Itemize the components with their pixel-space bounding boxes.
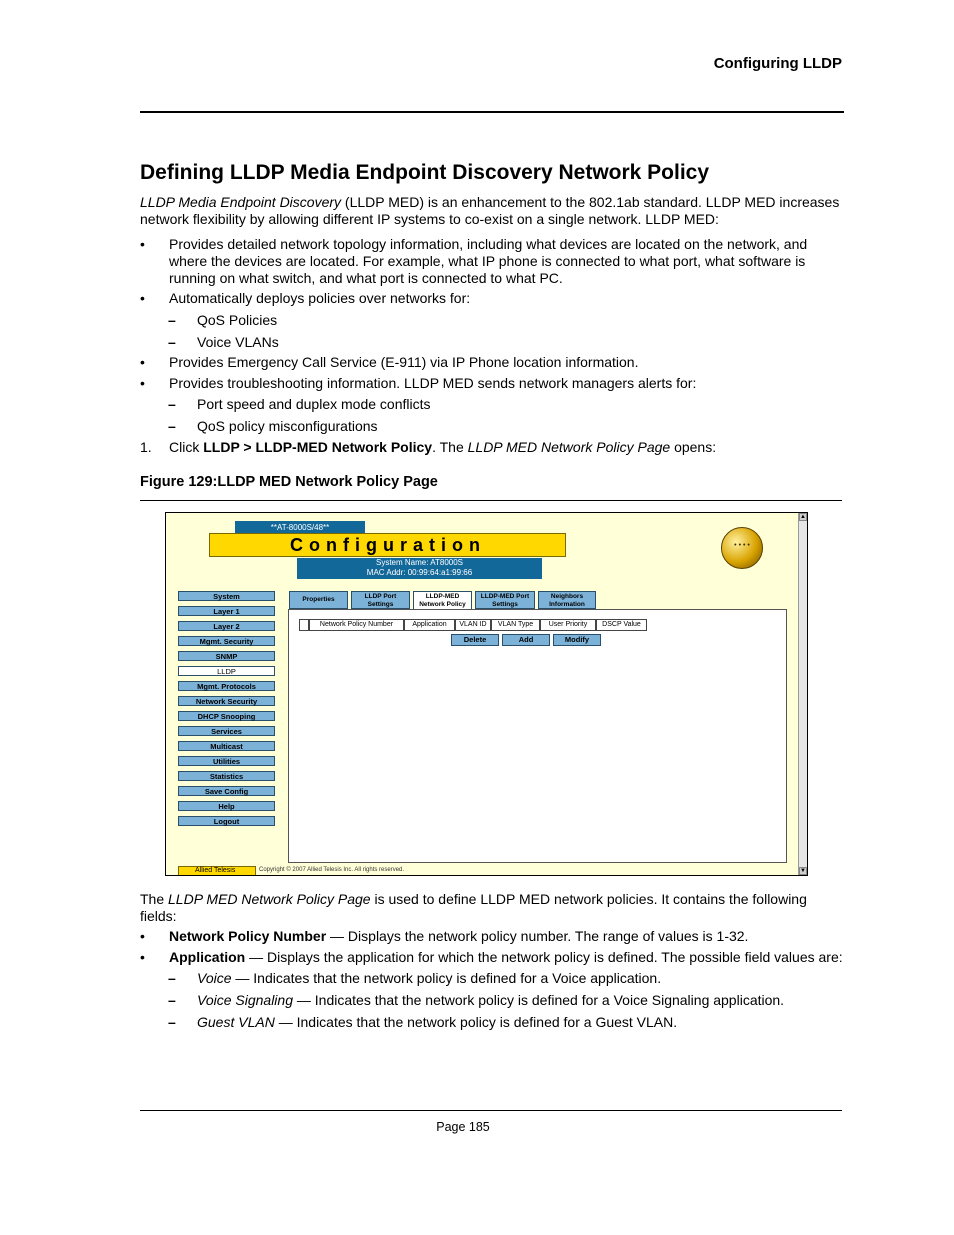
bullet-text: Automatically deploys policies over networks for: [169, 290, 471, 306]
nav-system[interactable]: System [178, 591, 275, 601]
tab-lldp-med-network-policy[interactable] [413, 591, 472, 610]
value-desc: — Indicates that the network policy is defined for a Guest VLAN. [274, 1014, 678, 1030]
value-text [197, 992, 844, 1009]
lldp-med-screenshot [165, 512, 808, 876]
desc-pre: The [140, 891, 169, 907]
column-header: VLAN Type [491, 619, 540, 631]
step-mid: . The [432, 439, 468, 455]
desc-emphasis: LLDP MED Network Policy Page [168, 891, 371, 907]
value-text [197, 970, 844, 987]
tab-lldp-med-port-settings[interactable] [475, 591, 535, 609]
nav-lldp[interactable]: LLDP [178, 666, 275, 676]
bullet-marker: • [140, 290, 145, 306]
tab-label: Information [549, 601, 585, 608]
page-number: Page 185 [436, 1120, 490, 1134]
intro-paragraph [140, 194, 844, 228]
nav-layer-1[interactable]: Layer 1 [178, 606, 275, 616]
system-info-box [297, 558, 542, 579]
nav-network-security[interactable]: Network Security [178, 696, 275, 706]
bullet-marker: • [140, 354, 145, 370]
value-label: Voice [197, 970, 232, 986]
column-header: DSCP Value [596, 619, 647, 631]
value-label: Voice Signaling [197, 992, 293, 1008]
column-header: VLAN ID [455, 619, 491, 631]
mac-address: MAC Addr: 00:99:64:a1:99:66 [366, 568, 473, 577]
field-label: Network Policy Number [169, 928, 327, 944]
nav-save-config[interactable]: Save Config [178, 786, 275, 796]
value-text [197, 1014, 844, 1031]
tab-label: Settings [492, 601, 518, 608]
figure-rule [140, 500, 842, 501]
nav-utilities[interactable]: Utilities [178, 756, 275, 766]
column-header: User Priority [540, 619, 596, 631]
value-desc: — Indicates that the network policy is defined for a Voice application. [231, 970, 662, 986]
step-click: Click [169, 439, 204, 455]
bullet-text: Provides detailed network topology information, including what devices are located on the network, and where the devices are located. For example, what IP phone is connected to what port, what software is running on what switch, and what port is connected to what PC. [169, 236, 808, 286]
value-label: Guest VLAN [197, 1014, 275, 1030]
tab-properties[interactable] [289, 591, 348, 609]
menu-path: LLDP > LLDP-MED Network Policy [203, 439, 433, 455]
hostname-box: **AT-8000S/48** [235, 521, 365, 534]
nav-snmp[interactable]: SNMP [178, 651, 275, 661]
nav-logout[interactable]: Logout [178, 816, 275, 826]
nav-mgmt-security[interactable]: Mgmt. Security [178, 636, 275, 646]
value-desc: — Indicates that the network policy is defined for a Voice Signaling application. [293, 992, 785, 1008]
add-button[interactable]: Add [502, 634, 550, 646]
modify-button[interactable]: Modify [553, 634, 601, 646]
page-name: LLDP MED Network Policy Page [467, 439, 671, 455]
desc-line2: fields: [140, 908, 177, 924]
tab-label: Settings [367, 601, 394, 608]
select-all-checkbox[interactable] [299, 619, 309, 631]
field-text [169, 949, 844, 966]
tab-label: LLDP Port [364, 593, 397, 600]
field-label: Application [169, 949, 246, 965]
dash-text: Voice VLANs [197, 334, 279, 350]
intro-line2: network flexibility by allowing different IP systems to co-exist on a single network. LLDP MED: [140, 211, 719, 227]
dash-text: QoS Policies [197, 312, 278, 328]
step-number: 1. [140, 439, 152, 455]
dash-marker: – [168, 334, 176, 350]
tab-label: Properties [302, 596, 335, 603]
desc-post: is used to define LLDP MED network policies. It contains the following [370, 891, 807, 907]
dash-marker: – [168, 396, 176, 412]
field-text [169, 928, 844, 945]
globe-logo-icon [721, 527, 763, 569]
tab-label: Network Policy [419, 601, 466, 608]
bullet-text: Provides troubleshooting information. LLDP MED sends network managers alerts for: [169, 375, 697, 391]
bullet-marker: • [140, 928, 145, 944]
tab-label: LLDP-MED [425, 593, 460, 600]
allied-telesis-logo: Allied Telesis [178, 866, 256, 876]
column-header: Network Policy Number [309, 619, 404, 631]
nav-dhcp-snooping[interactable]: DHCP Snooping [178, 711, 275, 721]
intro-emphasis: LLDP Media Endpoint Discovery [140, 194, 342, 210]
intro-line1: (LLDP MED) is an enhancement to the 802.1ab standard. LLDP MED increases [341, 194, 840, 210]
tab-label: Neighbors [550, 593, 584, 600]
dash-marker: – [168, 418, 176, 434]
header-rule [140, 111, 844, 113]
step-end: opens: [670, 439, 717, 455]
tab-content-panel [288, 609, 787, 863]
scroll-up-icon[interactable]: ▲ [800, 514, 806, 520]
dash-text: QoS policy misconfigurations [197, 418, 378, 434]
dash-marker: – [168, 312, 176, 328]
bullet-marker: • [140, 236, 145, 252]
bullet-text: Provides Emergency Call Service (E-911) via IP Phone location information. [169, 354, 639, 370]
field-desc: — Displays the network policy number. The range of values is 1-32. [326, 928, 749, 944]
tab-label: LLDP-MED Port [480, 593, 530, 600]
tab-lldp-port-settings[interactable] [351, 591, 410, 609]
nav-statistics[interactable]: Statistics [178, 771, 275, 781]
delete-button[interactable]: Delete [451, 634, 499, 646]
dash-marker: – [168, 1014, 176, 1030]
scroll-down-icon[interactable]: ▼ [800, 868, 806, 874]
nav-layer-2[interactable]: Layer 2 [178, 621, 275, 631]
figure-caption: Figure 129:LLDP MED Network Policy Page [140, 474, 438, 490]
section-heading: Defining LLDP Media Endpoint Discovery Network Policy [140, 161, 710, 184]
system-name: System Name: AT8000S [376, 558, 463, 567]
vertical-scrollbar[interactable] [798, 513, 807, 875]
description-paragraph [140, 891, 844, 925]
copyright-text: Copyright © 2007 Allied Telesis Inc. All rights reserved. [259, 867, 405, 873]
configuration-banner: Configuration [209, 533, 566, 557]
dash-text: Port speed and duplex mode conflicts [197, 396, 431, 412]
nav-help[interactable]: Help [178, 801, 275, 811]
globe-text: • • • • [734, 542, 750, 549]
dash-marker: – [168, 970, 176, 986]
footer-rule [140, 1110, 842, 1111]
nav-multicast[interactable]: Multicast [178, 741, 275, 751]
nav-mgmt-protocols[interactable]: Mgmt. Protocols [178, 681, 275, 691]
nav-services[interactable]: Services [178, 726, 275, 736]
column-header: Application [404, 619, 455, 631]
running-header: Configuring LLDP [713, 55, 842, 72]
dash-marker: – [168, 992, 176, 1008]
field-desc: — Displays the application for which the network policy is defined. The possible field values are: [245, 949, 843, 965]
bullet-marker: • [140, 949, 145, 965]
step-text [169, 439, 844, 456]
bullet-marker: • [140, 375, 145, 391]
tab-neighbors-information[interactable] [538, 591, 596, 609]
